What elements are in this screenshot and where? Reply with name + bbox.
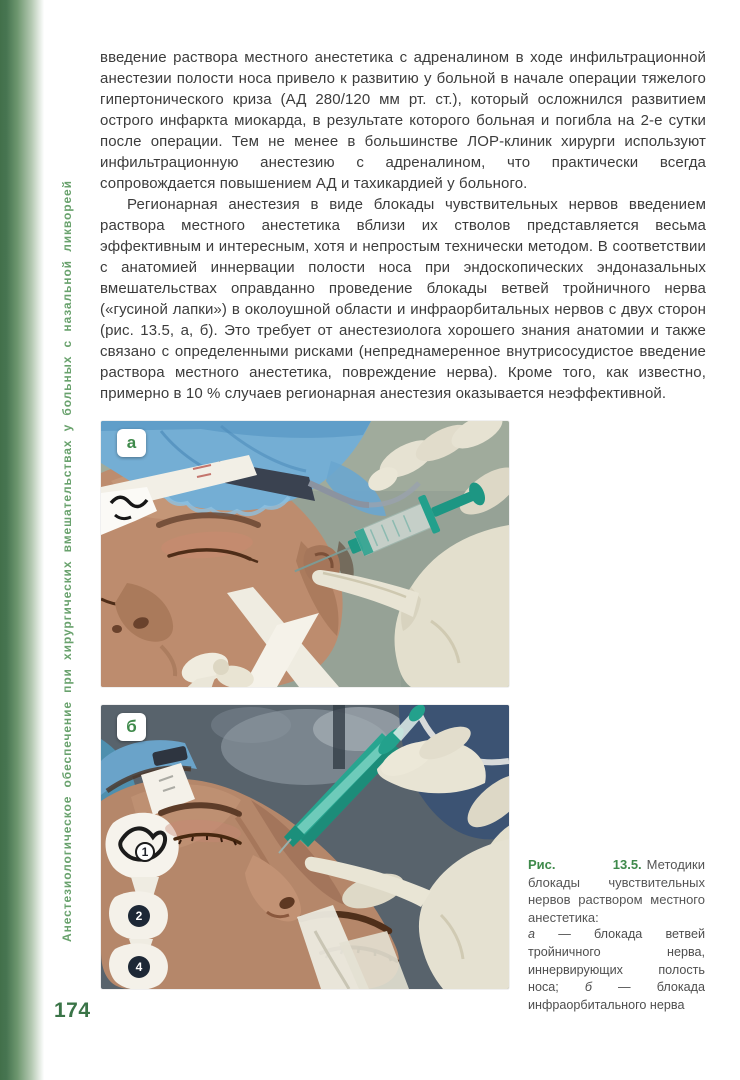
figure-caption — [528, 856, 705, 1014]
caption-item-a-text: — блокада ветвей тройничного нерва, иннервирующих полость носа; — [528, 927, 705, 995]
paragraph-1: введение раствора местного анестетика с адреналином в ходе инфильтрационной анестезии полости носа привело к развитию у больной в начале операции тяжелого гипертонического криза (АД 280/120 мм рт. ст.), который осложнился развитием острого инфаркта миокарда, в результате которого больная и погибла на 2-е сутки после операции. Тем не менее в большинстве ЛОР-клиник хирурги используют инфильтрационную анестезию с адреналином, что практически всегда сопровождается повышением АД и тахикардией у больного. — [100, 49, 706, 192]
left-gradient-bar — [0, 0, 46, 1080]
figure-photo-b — [101, 705, 509, 989]
sensor-number-1: 1 — [141, 845, 149, 859]
sensor-number-4: 4 — [135, 960, 143, 974]
caption-item-a-label: а — [528, 927, 536, 942]
photo-a-label: а — [126, 433, 137, 452]
caption-item-b-label: б — [584, 980, 592, 995]
photo-b-label-badge — [117, 713, 146, 741]
photo-a-illustration — [101, 421, 509, 687]
body-text-block — [100, 47, 706, 404]
figure-caption-ref: Рис. 13.5. — [528, 857, 642, 872]
figure-caption-details — [528, 926, 705, 1014]
paragraph-2: Регионарная анестезия в виде блокады чувствительных нервов введением раствора местного анестетика вблизи их стволов представляется весьма эффективным и интересным, хотя и непростым технически методом. В соответствии с анатомией иннервации полости носа при эндоскопических эндоназальных вмешательствах оправданно проведение блокады ветвей тройничного нерва («гусиной лапки») в околоушной области и инфраорбитальных нервов с двух сторон (рис. 13.5, а, б). Это требует от анестезиолога хорошего знания анатомии и также связано с определенными рисками (непреднамеренное внутрисосудистое введение раствора местного анестетика, повреждение нерва). Кроме того, как известно, примерно в 10 % случаев регионарная анестезия оказывается неэффективной. — [100, 196, 706, 402]
photo-b-label: б — [126, 717, 137, 736]
figure-caption-title: Методики блокады чувствительных нервов раствором местного анестетика: — [528, 857, 705, 925]
page-number: 174 — [54, 999, 91, 1022]
chapter-sidebar-title: Анестезиологическое обеспечение при хирургических вмешательствах у больных с назальной ликвореей — [60, 180, 74, 942]
sensor-number-2: 2 — [135, 909, 143, 923]
figure-photo-a — [101, 421, 509, 687]
caption-item-b-text: — блокада инфраорбитального нерва — [528, 980, 705, 1012]
photo-b-illustration — [101, 705, 509, 989]
photo-a-label-badge — [117, 429, 146, 457]
